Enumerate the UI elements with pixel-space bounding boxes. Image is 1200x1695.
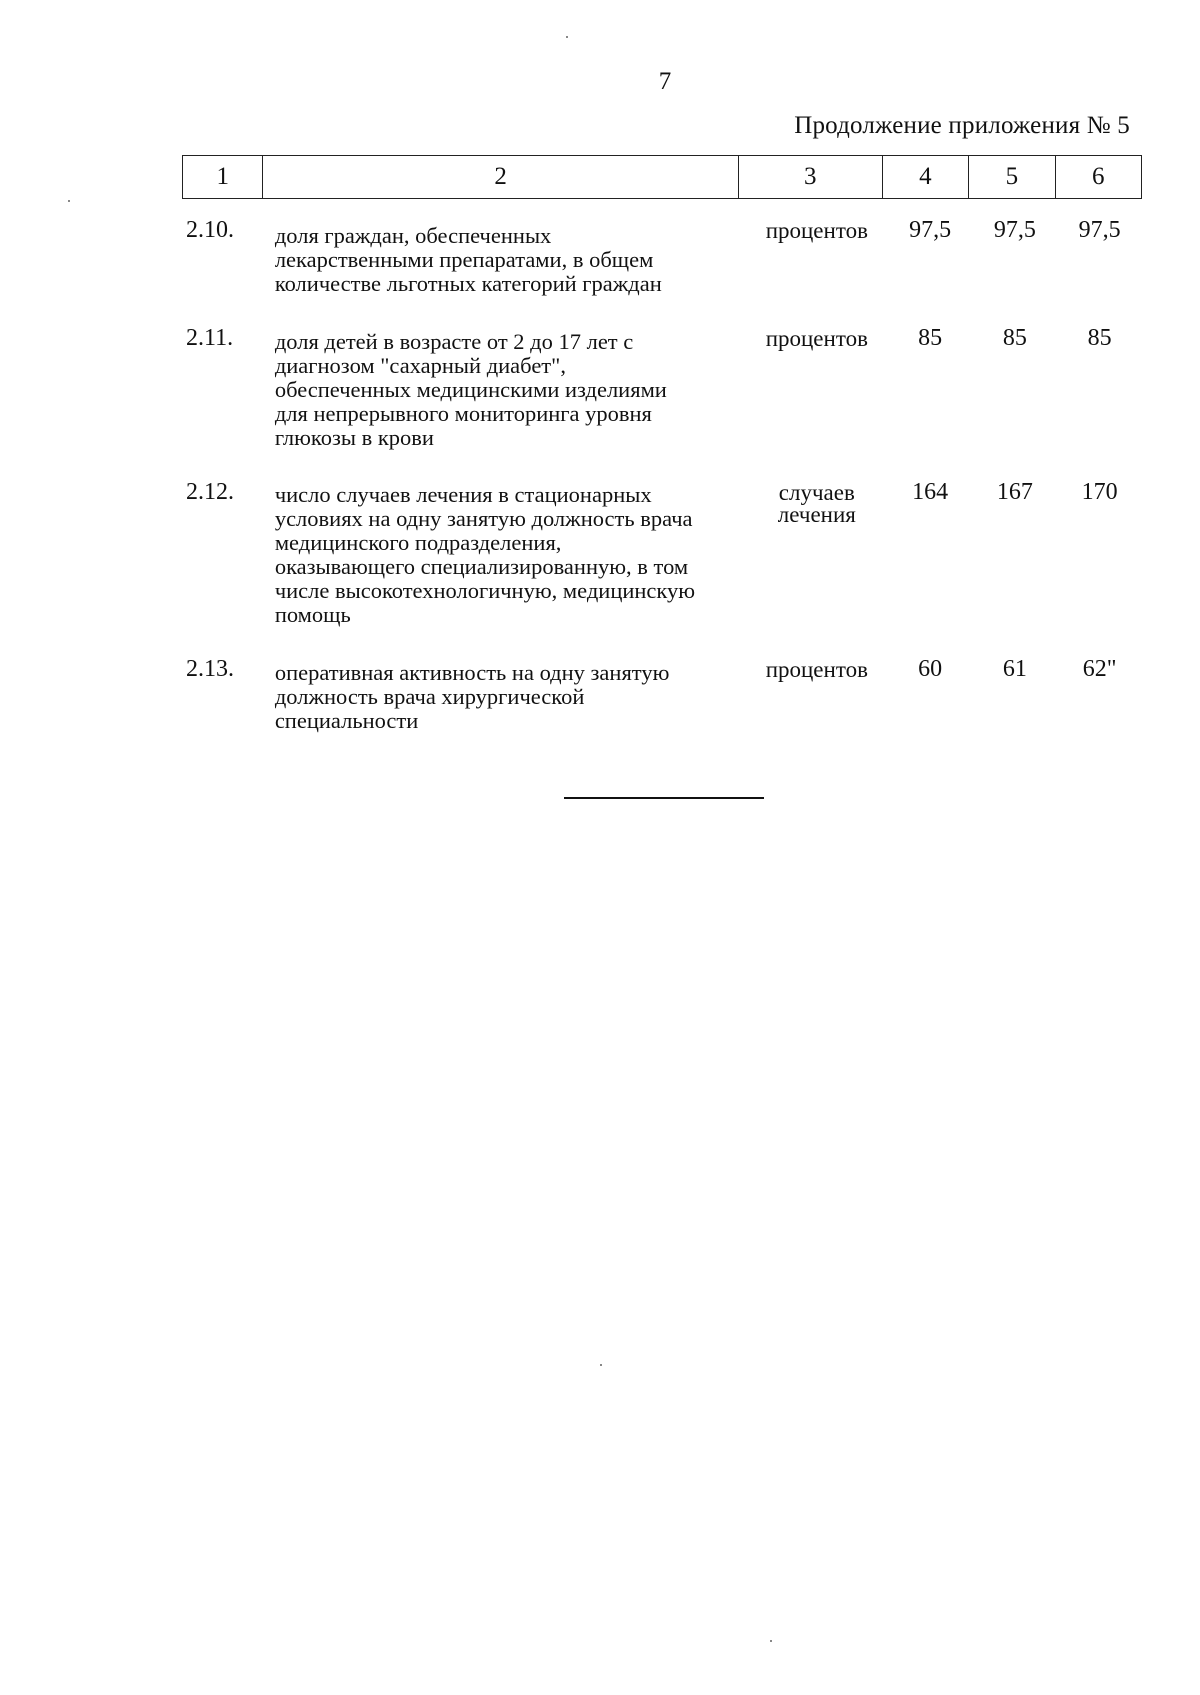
description-line: помощь xyxy=(274,602,351,627)
unit-line: процентов xyxy=(765,218,868,243)
row-description xyxy=(267,657,746,733)
value-col-4: 60 xyxy=(918,656,943,682)
value-col-4: 85 xyxy=(918,325,943,351)
description-line: медицинского подразделения, xyxy=(274,530,562,555)
value-col-6: 62" xyxy=(1082,656,1117,682)
row-unit xyxy=(746,657,888,733)
description-line: количестве льготных категорий граждан xyxy=(274,271,662,296)
description-line: обеспеченных медицинскими изделиями xyxy=(274,377,667,402)
description-line: доля граждан, обеспеченных xyxy=(274,223,552,248)
description-line: числе высокотехнологичную, медицинскую xyxy=(274,578,696,603)
description-line: лекарственными препаратами, в общем xyxy=(274,247,654,272)
value-col-5: 97,5 xyxy=(993,217,1036,243)
row-unit xyxy=(746,326,888,450)
row-number: 2.13. xyxy=(186,656,234,682)
table-row xyxy=(182,218,1142,296)
row-number: 2.10. xyxy=(186,217,234,243)
description-line: для непрерывного мониторинга уровня xyxy=(274,401,652,426)
value-col-4: 97,5 xyxy=(909,217,952,243)
scan-speck xyxy=(770,1640,772,1642)
value-col-6: 97,5 xyxy=(1078,217,1121,243)
description-line: условиях на одну занятую должность врача xyxy=(274,506,693,531)
row-number: 2.11. xyxy=(186,325,234,351)
row-description xyxy=(267,326,746,450)
description-line: число случаев лечения в стационарных xyxy=(274,482,652,507)
description-line: должность врача хирургической xyxy=(274,684,585,709)
description-line: оказывающего специализированную, в том xyxy=(274,554,689,579)
column-header-table xyxy=(182,155,1142,199)
column-header-1: 1 xyxy=(183,156,263,199)
description-line: глюкозы в крови xyxy=(274,425,434,450)
column-header-5: 5 xyxy=(969,156,1055,199)
table-row xyxy=(182,326,1142,450)
row-description xyxy=(267,218,746,296)
table-row xyxy=(182,480,1142,627)
indicator-rows xyxy=(182,218,1142,733)
row-unit xyxy=(746,218,888,296)
value-col-5: 167 xyxy=(996,479,1033,505)
scan-speck xyxy=(600,1364,602,1366)
description-line: доля детей в возрасте от 2 до 17 лет с xyxy=(274,329,634,354)
row-number: 2.12. xyxy=(186,479,234,505)
scan-speck xyxy=(68,200,70,202)
description-line: диагнозом "сахарный диабет", xyxy=(274,353,566,378)
column-header-4: 4 xyxy=(882,156,968,199)
value-col-5: 61 xyxy=(1002,656,1027,682)
closing-rule xyxy=(564,797,764,799)
value-col-4: 164 xyxy=(912,479,949,505)
column-header-6: 6 xyxy=(1055,156,1141,199)
row-description xyxy=(267,480,746,627)
value-col-5: 85 xyxy=(1002,325,1027,351)
description-line: специальности xyxy=(274,708,419,733)
row-unit xyxy=(746,480,888,627)
unit-line: процентов xyxy=(765,326,868,351)
column-header-3: 3 xyxy=(738,156,882,199)
value-col-6: 170 xyxy=(1081,479,1118,505)
table-row xyxy=(182,657,1142,733)
description-line: оперативная активность на одну занятую xyxy=(274,660,670,685)
scan-speck xyxy=(566,36,568,38)
page-number: 7 xyxy=(658,68,672,95)
appendix-continuation-label: Продолжение приложения № 5 xyxy=(794,112,1130,139)
unit-line: лечения xyxy=(777,502,856,527)
value-col-6: 85 xyxy=(1087,325,1112,351)
unit-line: случаев xyxy=(778,480,855,505)
column-header-2: 2 xyxy=(263,156,738,199)
unit-line: процентов xyxy=(765,657,868,682)
